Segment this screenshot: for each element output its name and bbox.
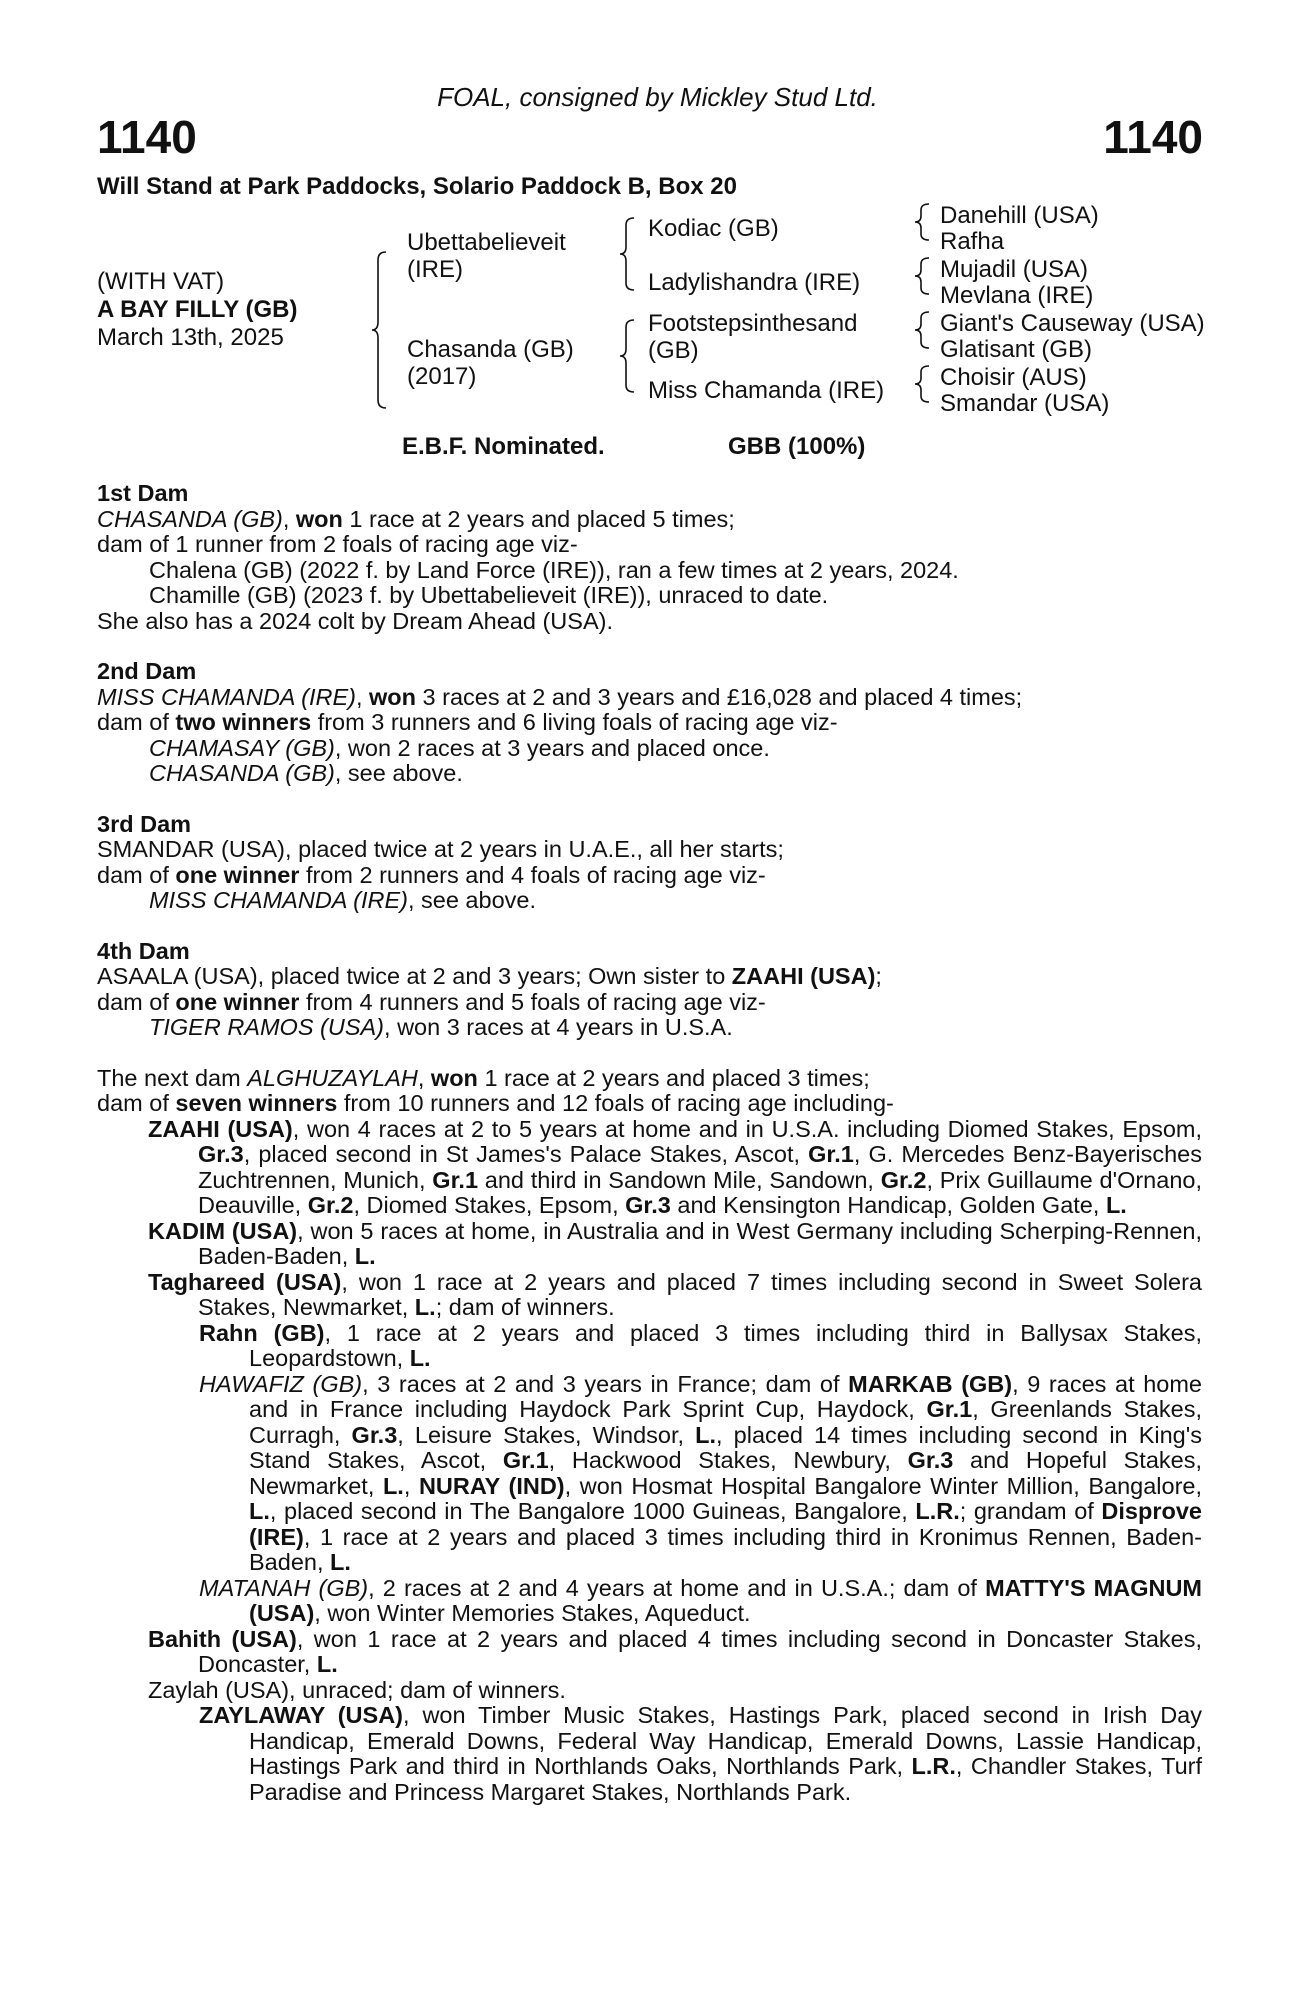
fourth-dam-record: ASAALA (USA), placed twice at 2 and 3 years; Own sister to ZAAHI (USA);	[97, 963, 882, 989]
first-dam-foal: Chamille (GB) (2023 f. by Ubettabelieveit (IRE)), unraced to date.	[149, 582, 829, 608]
pedigree-bracket-sd	[913, 256, 933, 296]
progeny-kadim: KADIM (USA), won 5 races at home, in Australia and in West Germany including Scherping-Rennen, Baden-Baden, L.	[148, 1217, 1202, 1269]
progeny-zaahi: ZAAHI (USA), won 4 races at 2 to 5 years at home and in U.S.A. including Diomed Stakes, Epsom, Gr.3, placed second in St James's Palace Stakes, Ascot, Gr.1, G. Mercedes Benz-Bayerisches Zuchtrennen, Munich, Gr.1 and third in Sandown Mile, Sandown, Gr.2, Prix Guillaume d'Ornano, Deauville, Gr.2, Diomed Stakes, Epsom, Gr.3 and Kensington Handicap, Golden Gate, L.	[148, 1115, 1203, 1218]
first-dam-heading: 1st Dam	[97, 480, 189, 506]
sire-dam: Ladylishandra (IRE)	[648, 269, 861, 296]
second-dam-record: MISS CHAMANDA (IRE), won 3 races at 2 and 3 years and £16,028 and placed 4 times;	[97, 683, 1023, 710]
gbb-status: GBB (100%)	[728, 433, 866, 460]
ebf-nominated: E.B.F. Nominated.	[402, 433, 605, 460]
first-dam-also: She also has a 2024 colt by Dream Ahead (USA).	[97, 607, 613, 634]
second-dam-produce: dam of two winners from 3 runners and 6 living foals of racing age viz-	[97, 709, 838, 735]
first-dam-record: CHASANDA (GB), won 1 race at 2 years and placed 5 times;	[97, 505, 735, 532]
third-dam-progeny: MISS CHAMANDA (IRE), see above.	[149, 887, 536, 913]
first-dam-produce: dam of 1 runner from 2 foals of racing age viz-	[97, 531, 578, 557]
second-dam-progeny: CHASANDA (GB), see above.	[149, 760, 463, 786]
sire-sire: Kodiac (GB)	[648, 215, 779, 242]
dam-sire: Footstepsinthesand (GB)	[648, 310, 858, 364]
lot-number-right: 1140	[1103, 111, 1203, 163]
dam-dam: Miss Chamanda (IRE)	[648, 377, 885, 404]
progeny-zaylaway: ZAYLAWAY (USA), won Timber Music Stakes, Hastings Park, placed second in Irish Day Handicap, Emerald Downs, Federal Way Handicap, Emerald Downs, Lassie Handicap, Hastings Park and third in Northlands Oaks, Northlands Park, L.R., Chandler Stakes, Turf Paradise and Princess Margaret Stakes, Northlands Park.	[199, 1702, 1202, 1805]
pedigree-bracket-dam	[618, 318, 638, 394]
ss-sire: Danehill (USA)	[940, 202, 1099, 229]
pedigree-bracket-dd	[913, 364, 933, 404]
progeny-matanah: MATANAH (GB), 2 races at 2 and 4 years at home and in U.S.A.; dam of MATTY'S MAGNUM (USA), won Winter Memories Stakes, Aqueduct.	[199, 1574, 1202, 1626]
third-dam-heading: 3rd Dam	[97, 810, 192, 837]
progeny-zaylah: Zaylah (USA), unraced; dam of winners.	[148, 1676, 566, 1703]
lot-number-left: 1140	[97, 111, 197, 163]
second-dam-progeny: CHAMASAY (GB), won 2 races at 3 years and placed once.	[149, 734, 770, 761]
sd-sire: Mujadil (USA)	[940, 256, 1089, 283]
third-dam-produce: dam of one winner from 2 runners and 4 foals of racing age viz-	[97, 861, 766, 888]
fourth-dam-produce: dam of one winner from 4 runners and 5 foals of racing age viz-	[97, 988, 766, 1015]
consignor-line: FOAL, consigned by Mickley Stud Ltd.	[437, 82, 878, 112]
next-dam-produce: dam of seven winners from 10 runners and 12 foals of racing age including-	[97, 1090, 894, 1116]
progeny-taghareed: Taghareed (USA), won 1 race at 2 years and placed 7 times including second in Sweet Solera Stakes, Newmarket, L.; dam of winners.	[148, 1268, 1202, 1320]
stand-location: Will Stand at Park Paddocks, Solario Paddock B, Box 20	[97, 173, 737, 200]
second-dam-heading: 2nd Dam	[97, 658, 197, 684]
catalogue-body	[97, 481, 1202, 1805]
sd-dam: Mevlana (IRE)	[940, 282, 1094, 309]
dd-dam: Smandar (USA)	[940, 390, 1110, 417]
sire-name: Ubettabelieveit (IRE)	[407, 229, 566, 283]
pedigree-bracket-sire	[618, 216, 638, 292]
pedigree-bracket-ds	[913, 310, 933, 350]
fourth-dam-progeny: TIGER RAMOS (USA), won 3 races at 4 years in U.S.A.	[149, 1014, 733, 1040]
ds-sire: Giant's Causeway (USA)	[940, 310, 1205, 337]
ss-dam: Rafha	[940, 228, 1005, 255]
dam-name: Chasanda (GB) (2017)	[407, 336, 574, 390]
pedigree-bracket-ss	[913, 202, 933, 242]
foaling-date: March 13th, 2025	[97, 324, 284, 351]
first-dam-foal: Chalena (GB) (2022 f. by Land Force (IRE)), ran a few times at 2 years, 2024.	[149, 556, 959, 583]
ds-dam: Glatisant (GB)	[940, 336, 1093, 363]
progeny-hawafiz: HAWAFIZ (GB), 3 races at 2 and 3 years in France; dam of MARKAB (GB), 9 races at home and in France including Haydock Park Sprint Cup, Haydock, Gr.1, Greenlands Stakes, Curragh, Gr.3, Leisure Stakes, Windsor, L., placed 14 times including second in King's Stand Stakes, Ascot, Gr.1, Hackwood Stakes, Newbury, Gr.3 and Hopeful Stakes, Newmarket, L., NURAY (IND), won Hosmat Hospital Bangalore Winter Million, Bangalore, L., placed second in The Bangalore 1000 Guineas, Bangalore, L.R.; grandam of Disprove (IRE), 1 race at 2 years and placed 3 times including third in Kronimus Rennen, Baden-Baden, L.	[199, 1370, 1203, 1575]
progeny-bahith: Bahith (USA), won 1 race at 2 years and placed 4 times including second in Doncaster Stakes, Doncaster, L.	[148, 1625, 1202, 1677]
next-dam-record: The next dam ALGHUZAYLAH, won 1 race at 2 years and placed 3 times;	[97, 1064, 870, 1091]
fourth-dam-heading: 4th Dam	[97, 937, 190, 964]
dd-sire: Choisir (AUS)	[940, 364, 1087, 391]
horse-name: A BAY FILLY (GB)	[97, 296, 298, 323]
pedigree-bracket-parents	[370, 250, 390, 410]
third-dam-record: SMANDAR (USA), placed twice at 2 years in U.A.E., all her starts;	[97, 836, 784, 862]
progeny-rahn: Rahn (GB), 1 race at 2 years and placed 3 times including third in Ballysax Stakes, Leopardstown, L.	[199, 1319, 1203, 1371]
vat-note: (WITH VAT)	[97, 268, 225, 295]
